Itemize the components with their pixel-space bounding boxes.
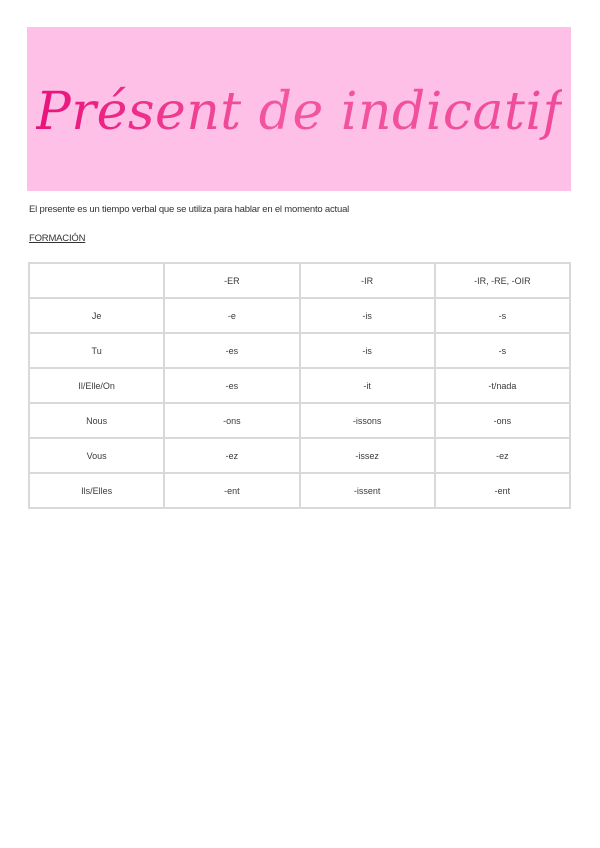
conjugation-table — [28, 262, 571, 509]
intro-paragraph: El presente es un tiempo verbal que se utiliza para hablar en el momento actual — [29, 204, 350, 215]
ending-cell: -e — [164, 298, 299, 333]
ending-cell: -es — [164, 333, 299, 368]
ending-cell: -is — [300, 298, 435, 333]
ending-cell: -ez — [164, 438, 299, 473]
table-row — [29, 333, 570, 368]
table-row — [29, 298, 570, 333]
ending-cell: -issez — [300, 438, 435, 473]
header-cell-er: -ER — [164, 263, 299, 298]
section-heading-formacion: FORMACIÓN — [29, 233, 86, 244]
ending-cell: -issent — [300, 473, 435, 508]
table-row — [29, 438, 570, 473]
ending-cell: -s — [435, 333, 570, 368]
ending-cell: -it — [300, 368, 435, 403]
title-banner — [27, 27, 571, 191]
ending-cell: -ent — [435, 473, 570, 508]
table-row — [29, 403, 570, 438]
ending-cell: -ez — [435, 438, 570, 473]
ending-cell: -es — [164, 368, 299, 403]
pronoun-cell: Vous — [29, 438, 164, 473]
table-row — [29, 473, 570, 508]
ending-cell: -s — [435, 298, 570, 333]
pronoun-cell: Nous — [29, 403, 164, 438]
table-header-row — [29, 263, 570, 298]
ending-cell: -issons — [300, 403, 435, 438]
pronoun-cell: Ils/Elles — [29, 473, 164, 508]
table-row — [29, 368, 570, 403]
ending-cell: -ent — [164, 473, 299, 508]
conjugation-table-wrapper — [28, 262, 571, 509]
header-cell-empty — [29, 263, 164, 298]
pronoun-cell: Il/Elle/On — [29, 368, 164, 403]
ending-cell: -ons — [435, 403, 570, 438]
pronoun-cell: Tu — [29, 333, 164, 368]
pronoun-cell: Je — [29, 298, 164, 333]
ending-cell: -ons — [164, 403, 299, 438]
header-cell-ir-re-oir: -IR, -RE, -OIR — [435, 263, 570, 298]
ending-cell: -is — [300, 333, 435, 368]
ending-cell: -t/nada — [435, 368, 570, 403]
header-cell-ir: -IR — [300, 263, 435, 298]
page-title: Présent de indicatif — [35, 82, 563, 142]
